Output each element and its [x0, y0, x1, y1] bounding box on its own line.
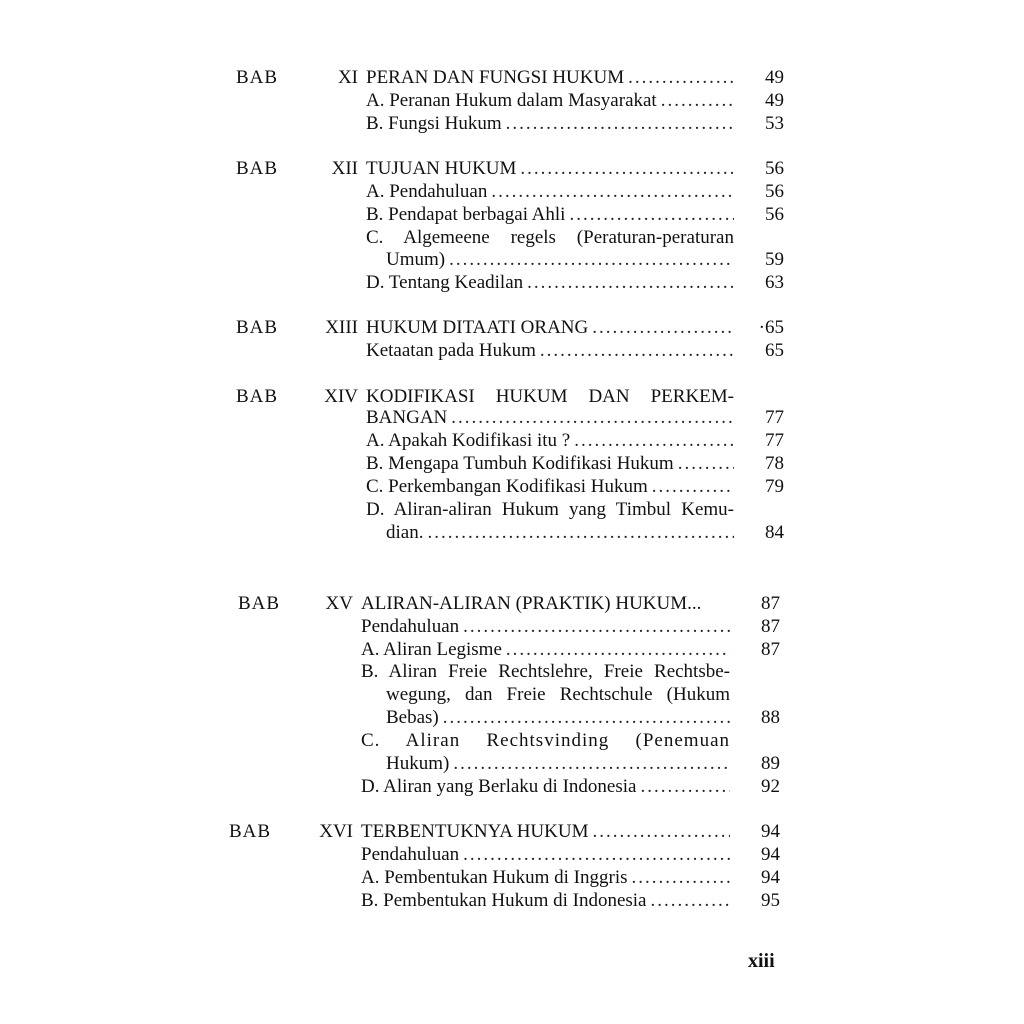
toc-entry — [361, 775, 730, 799]
leader-dots — [459, 615, 730, 639]
entry-text: B. Pendapat berbagai Ahli — [366, 204, 566, 225]
entry-text: Umum) — [386, 249, 446, 270]
toc-entry — [361, 843, 730, 867]
page-number: 87 — [761, 639, 780, 660]
page-number: 49 — [765, 90, 784, 111]
toc-entry — [386, 248, 734, 272]
bab-label: BAB — [236, 317, 279, 338]
toc-entry — [366, 89, 734, 113]
page-number: 65 — [765, 340, 784, 361]
toc-entry — [366, 339, 734, 363]
page-number: ·65 — [758, 317, 784, 338]
page-number: 88 — [761, 707, 780, 728]
leader-dots — [636, 775, 730, 799]
leader-dots — [588, 316, 734, 340]
chapter-title — [366, 316, 734, 340]
leader-dots — [657, 89, 734, 113]
leader-dots — [628, 866, 730, 890]
entry-text-line: B. Aliran Freie Rechtslehre, Freie Rechtsbe- — [361, 661, 730, 682]
entry-text: B. Mengapa Tumbuh Kodifikasi Hukum — [366, 453, 674, 474]
chapter-number: XIII — [325, 317, 358, 338]
toc-entry — [366, 452, 734, 476]
page-number: 63 — [765, 272, 784, 293]
chapter-title-line: KODIFIKASI HUKUM DAN PERKEM- — [366, 386, 734, 407]
leader-dots — [459, 843, 730, 867]
chapter-number: XII — [331, 158, 358, 179]
entry-text: C. Perkembangan Kodifikasi Hukum — [366, 476, 648, 497]
page-number: 49 — [765, 67, 784, 88]
page-number: 77 — [765, 407, 784, 428]
chapter-title — [361, 820, 730, 844]
leader-dots — [647, 889, 731, 913]
leader-dots — [588, 820, 730, 844]
chapter-number: XV — [325, 593, 353, 614]
bab-label: BAB — [238, 593, 281, 614]
toc-entry — [361, 866, 730, 890]
chapter-number: XIV — [324, 386, 358, 407]
leader-dots — [624, 66, 734, 90]
entry-text: Bebas) — [386, 707, 439, 728]
chapter-title — [366, 66, 734, 90]
bab-label: BAB — [236, 158, 279, 179]
toc-entry — [386, 706, 730, 730]
entry-text-line: C. Aliran Rechtsvinding (Penemuan — [361, 730, 730, 751]
entry-text: Pendahuluan — [361, 616, 460, 637]
page-number: 94 — [761, 821, 780, 842]
entry-text: A. Pembentukan Hukum di Inggris — [361, 867, 628, 888]
page-number: 77 — [765, 430, 784, 451]
page-number: 94 — [761, 867, 780, 888]
toc-entry — [366, 429, 734, 453]
chapter-title-text: HUKUM DITAATI ORANG — [366, 317, 589, 338]
chapter-title-text: PERAN DAN FUNGSI HUKUM — [366, 67, 625, 88]
chapter-number: XVI — [319, 821, 353, 842]
entry-text: Hukum) — [386, 753, 450, 774]
leader-dots — [502, 112, 734, 136]
entry-text-line: D. Aliran-aliran Hukum yang Timbul Kemu- — [366, 499, 734, 520]
leader-dots — [447, 406, 734, 430]
entry-text: A. Aliran Legisme — [361, 639, 502, 660]
leader-dots — [674, 452, 734, 476]
chapter-title-text: TERBENTUKNYA HUKUM — [361, 821, 589, 842]
leader-dots — [565, 203, 734, 227]
entry-text: Pendahuluan — [361, 844, 460, 865]
leader-dots — [516, 157, 734, 181]
toc-entry — [366, 112, 734, 136]
entry-text: B. Fungsi Hukum — [366, 113, 502, 134]
page-number: 79 — [765, 476, 784, 497]
entry-text: A. Pendahuluan — [366, 181, 488, 202]
bab-label: BAB — [236, 67, 279, 88]
page-number: 94 — [761, 844, 780, 865]
toc-entry — [366, 180, 734, 204]
leader-dots — [648, 475, 734, 499]
chapter-title-text: BANGAN — [366, 407, 448, 428]
leader-dots — [523, 271, 734, 295]
page-number: 87 — [761, 593, 780, 614]
entry-text: D. Aliran yang Berlaku di Indonesia — [361, 776, 637, 797]
chapter-title — [366, 157, 734, 181]
entry-text: A. Peranan Hukum dalam Masyarakat — [366, 90, 657, 111]
page-number: 56 — [765, 158, 784, 179]
page-number: 56 — [765, 204, 784, 225]
leader-dots — [449, 752, 730, 776]
entry-text: D. Tentang Keadilan — [366, 272, 524, 293]
folio-page-number: xiii — [748, 950, 775, 972]
chapter-number: XI — [337, 67, 358, 88]
toc-entry — [366, 271, 734, 295]
toc-entry — [361, 615, 730, 639]
leader-dots — [487, 180, 734, 204]
bab-label: BAB — [229, 821, 272, 842]
toc-entry — [366, 475, 734, 499]
toc-entry — [366, 203, 734, 227]
leader-dots — [536, 339, 734, 363]
entry-text: Ketaatan pada Hukum — [366, 340, 536, 361]
chapter-title — [361, 592, 734, 616]
page-number: 95 — [761, 890, 780, 911]
leader-dots — [445, 248, 734, 272]
toc-entry — [361, 889, 730, 913]
page-number: 53 — [765, 113, 784, 134]
chapter-title-text: TUJUAN HUKUM — [366, 158, 517, 179]
page-number: 84 — [765, 522, 784, 543]
toc-entry — [361, 638, 730, 662]
entry-text-line: wegung, dan Freie Rechtschule (Hukum — [386, 684, 730, 705]
chapter-title — [366, 406, 734, 430]
page-number: 59 — [765, 249, 784, 270]
toc-entry — [386, 521, 734, 545]
entry-text-line: C. Algemeene regels (Peraturan-peraturan — [366, 227, 734, 248]
bab-label: BAB — [236, 386, 279, 407]
page-number: 87 — [761, 616, 780, 637]
toc-entry — [386, 752, 730, 776]
page-number: 89 — [761, 753, 780, 774]
leader-dots — [570, 429, 734, 453]
entry-text: B. Pembentukan Hukum di Indonesia — [361, 890, 647, 911]
page-number: 78 — [765, 453, 784, 474]
leader-dots — [502, 638, 730, 662]
page-number: 92 — [761, 776, 780, 797]
chapter-title-text: ALIRAN-ALIRAN (PRAKTIK) HUKUM... — [361, 593, 702, 614]
leader-dots — [439, 706, 730, 730]
entry-text: A. Apakah Kodifikasi itu ? — [366, 430, 571, 451]
page-number: 56 — [765, 181, 784, 202]
leader-dots — [423, 521, 734, 545]
entry-text: dian. — [386, 522, 424, 543]
